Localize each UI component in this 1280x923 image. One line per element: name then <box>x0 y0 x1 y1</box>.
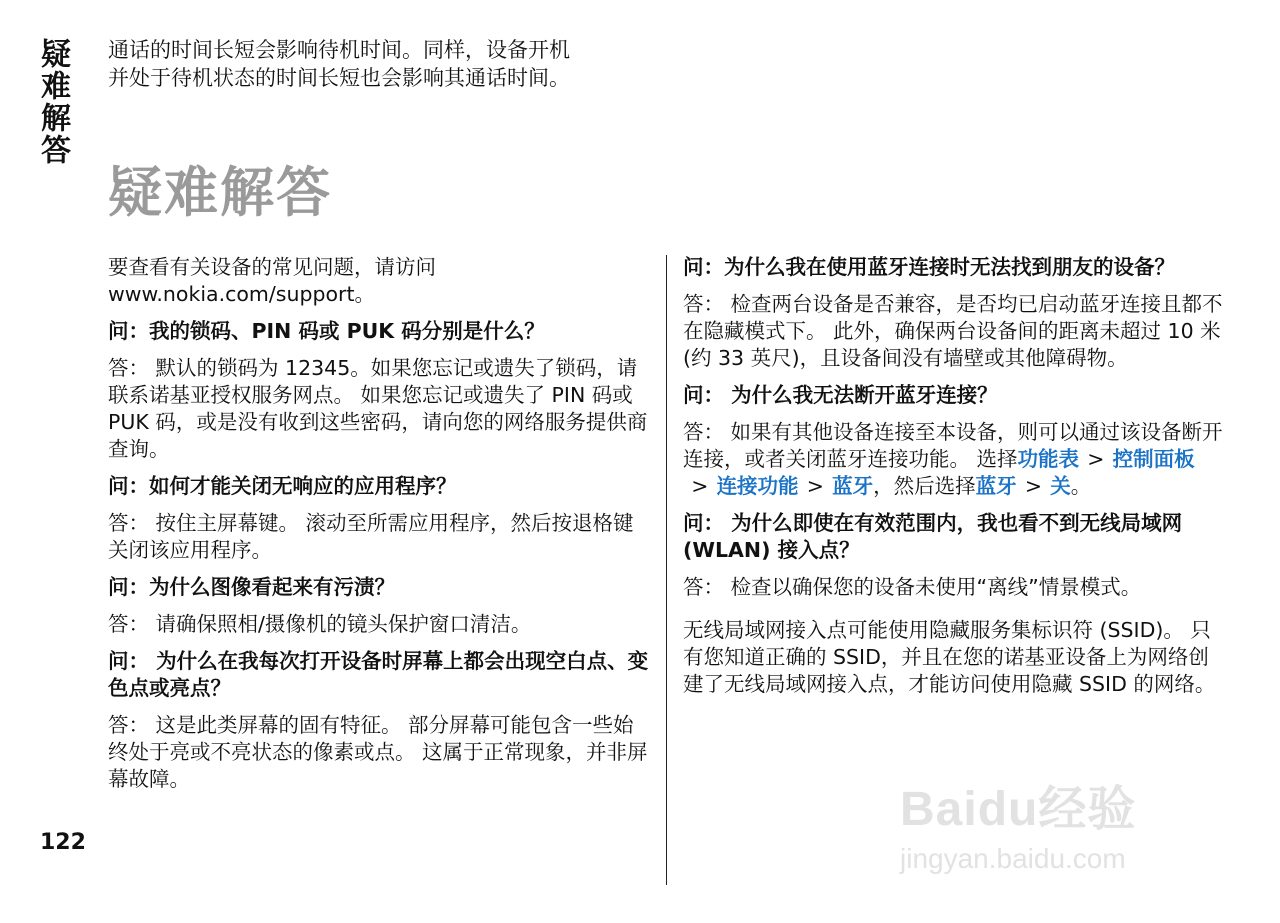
answer-bluetooth-disconnect <box>683 419 1228 500</box>
menu-path-bluetooth-2[interactable]: 蓝牙 <box>975 474 1017 498</box>
support-paragraph: 要查看有关设备的常见问题，请访问 www.nokia.com/support。 <box>108 255 436 306</box>
answer-lock-code: 答： 默认的锁码为 12345。如果您忘记或遗失了锁码，请联系诺基亚授权服务网点。 如果您忘记或遗失了 PIN 码或 PUK 码，或是没有收到这些密码，请向您的网络服务提供商查询。 <box>108 356 648 461</box>
question-close-app: 问：如何才能关闭无响应的应用程序？ <box>108 474 457 498</box>
menu-path-functions[interactable]: 功能表 <box>1017 447 1080 471</box>
column-divider <box>666 255 667 885</box>
watermark-site: jingyan.baidu.com <box>900 843 1126 874</box>
question-image-smudge: 问：为什么图像看起来有污渍？ <box>108 575 395 599</box>
watermark <box>900 770 1136 875</box>
answer-bluetooth-find: 答： 检查两台设备是否兼容，是否均已启动蓝牙连接且都不在隐藏模式下。 此外，确保两台设备间的距离未超过 10 米 (约 33 英尺)，且设备间没有墙壁或其他障碍物。 <box>683 292 1223 370</box>
answer-middle-text: ，然后选择 <box>873 474 976 498</box>
menu-path-control-panel[interactable]: 控制面板 <box>1112 447 1195 471</box>
path-separator: > <box>806 474 824 498</box>
section-title: 疑难解答 <box>108 161 332 224</box>
answer-text: 答： 如果有其他设备连接至本设备，则可以通过该设备断开连接，或者关闭蓝牙连接功能。 选择 <box>683 420 1223 471</box>
answer-wlan-access-point: 答： 检查以确保您的设备未使用“离线”情景模式。 <box>683 575 1142 599</box>
question-bluetooth-find: 问：为什么我在使用蓝牙连接时无法找到朋友的设备？ <box>683 255 1175 279</box>
answer-close-app: 答： 按住主屏幕键。 滚动至所需应用程序，然后按退格键关闭该应用程序。 <box>108 511 634 562</box>
intro-paragraph <box>108 36 668 92</box>
answer-end-punct: 。 <box>1070 474 1092 498</box>
question-lock-code: 问：我的锁码、PIN 码或 PUK 码分别是什么？ <box>108 319 545 343</box>
answer-screen-dots: 答： 这是此类屏幕的固有特征。 部分屏幕可能包含一些始终处于亮或不亮状态的像素或点。 这属于正常现象，并非屏幕故障。 <box>108 713 648 791</box>
question-wlan-access-point: 问： 为什么即使在有效范围内，我也看不到无线局域网 (WLAN) 接入点？ <box>683 511 1183 562</box>
menu-path-bluetooth[interactable]: 蓝牙 <box>832 474 874 498</box>
intro-line-1: 通话的时间长短会影响待机时间。同样，设备开机 <box>108 38 570 62</box>
left-column <box>108 254 653 803</box>
intro-line-2: 并处于待机状态的时间长短也会影响其通话时间。 <box>108 66 570 90</box>
page-number: 122 <box>40 830 86 855</box>
question-screen-dots: 问： 为什么在我每次打开设备时屏幕上都会出现空白点、变色点或亮点？ <box>108 649 649 700</box>
right-column <box>683 254 1228 708</box>
path-separator: > <box>1087 447 1105 471</box>
hidden-ssid-paragraph: 无线局域网接入点可能使用隐藏服务集标识符 (SSID)。 只有您知道正确的 SSID，并且在您的诺基亚设备上为网络创建了无线局域网接入点，才能访问使用隐藏 SSID 的网络。 <box>683 618 1216 696</box>
watermark-logo: Baidu经验 <box>900 783 1137 836</box>
answer-image-smudge: 答： 请确保照相/摄像机的镜头保护窗口清洁。 <box>108 612 532 636</box>
path-separator: > <box>1024 474 1042 498</box>
menu-path-connectivity[interactable]: 连接功能 <box>716 474 799 498</box>
question-bluetooth-disconnect: 问： 为什么我无法断开蓝牙连接？ <box>683 383 998 407</box>
side-tab-label: 疑难解答 <box>35 38 70 166</box>
path-separator: > <box>691 474 709 498</box>
menu-path-off[interactable]: 关 <box>1050 474 1071 498</box>
